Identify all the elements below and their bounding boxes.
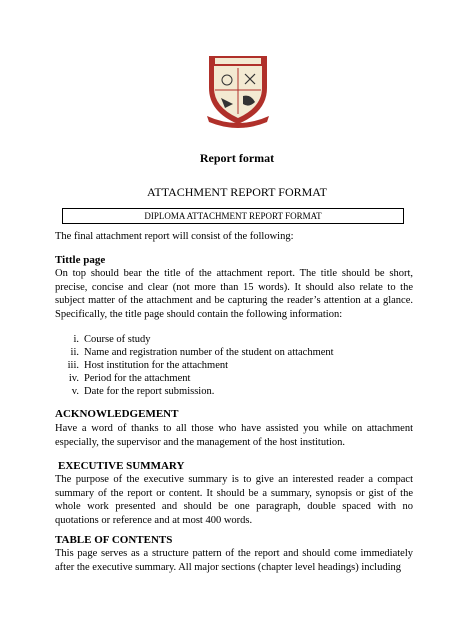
title-page-paragraph: On top should bear the title of the attachment report. The title should be short, precise, concise and clear (not more than 15 words). It should also relate to the subject matter of the attachment and be capturing the reader’s attention at a glance. Specifically, the title page should contain the following information: [55,268,413,320]
acknowledgement-heading: ACKNOWLEDGEMENT [55,408,179,420]
list-number: v. [71,386,79,397]
title-page-heading: Tittle page [55,254,106,266]
institution-crest-logo [201,50,275,128]
list-item [55,385,415,398]
list-text: Course of study [84,334,151,345]
title-page-list [55,333,415,398]
document-subtitle: ATTACHMENT REPORT FORMAT [147,185,327,199]
acknowledgement-paragraph: Have a word of thanks to all those who have assisted you while on attachment especially, the supervisor and the management of the host institution. [55,423,413,448]
boxed-heading: DIPLOMA ATTACHMENT REPORT FORMAT [62,208,404,224]
list-item [55,359,415,372]
list-item [55,333,415,346]
list-item [55,372,415,385]
list-text: Date for the report submission. [84,386,215,397]
executive-summary-heading: EXECUTIVE SUMMARY [58,460,185,472]
list-number: iv. [68,373,79,384]
list-number: iii. [67,360,79,371]
page-title: Report format [199,151,275,165]
toc-paragraph: This page serves as a structure pattern of the report and should come immediately after the executive summary. All major sections (chapter level headings) including [55,548,413,573]
list-text: Host institution for the attachment [84,360,229,371]
list-number: ii. [70,347,79,358]
list-text: Period for the attachment [84,373,191,384]
list-number: i. [73,334,79,345]
list-text: Name and registration number of the student on attachment [84,347,334,358]
executive-summary-paragraph: The purpose of the executive summary is to give an interested reader a compact summary of the report or content. It should be a summary, synopsis or gist of the whole work presented and should be one paragraph, double spaced with no quotations or reference and at most 400 words. [55,474,413,526]
list-item [55,346,415,359]
toc-heading: TABLE OF CONTENTS [55,534,173,546]
intro-paragraph: The final attachment report will consist of the following: [55,231,294,242]
